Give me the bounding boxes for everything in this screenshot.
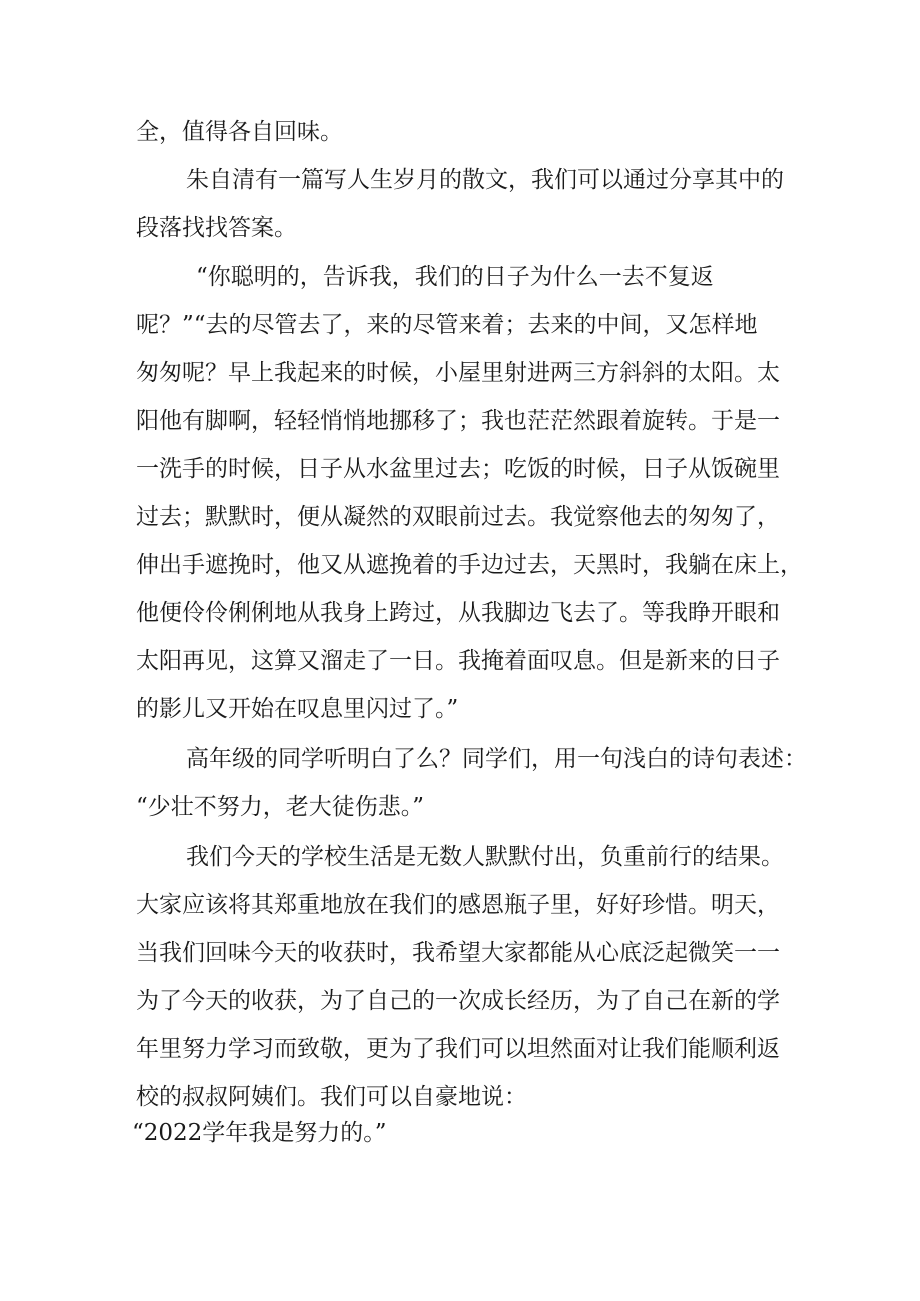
text-line: 当我们回味今天的收获时，我希望大家都能从心底泛起微笑一一 (136, 940, 780, 966)
text-line: “你聪明的，告诉我，我们的日子为什么一去不复返 (196, 264, 714, 290)
text-line: 呢？”“去的尽管去了，来的尽管来着；去来的中间，又怎样地 (136, 312, 758, 338)
text-line: 大家应该将其郑重地放在我们的感恩瓶子里，好好珍惜。明天， (136, 892, 780, 918)
text-line: 一洗手的时候，日子从水盆里过去；吃饭的时候，日子从饭碗里 (136, 456, 780, 482)
text-line: 匆匆呢？早上我起来的时候，小屋里射进两三方斜斜的太阳。太 (136, 360, 780, 386)
text-line: 朱自清有一篇写人生岁月的散文，我们可以通过分享其中的 (186, 167, 784, 193)
text-line: 伸出手遮挽时，他又从遮挽着的手边过去，天黑时，我躺在床上， (136, 552, 803, 578)
text-line: 为了今天的收获，为了自己的一次成长经历，为了自己在新的学 (136, 988, 780, 1014)
text-line: 过去；默默时，便从凝然的双眼前过去。我觉察他去的匆匆了， (136, 504, 780, 530)
text-line: 太阳再见，这算又溜走了一日。我掩着面叹息。但是新来的日子 (136, 648, 780, 674)
text-line: “少壮不努力，老大徒伤悲。” (136, 794, 425, 820)
text-line: 的影儿又开始在叹息里闪过了。” (136, 696, 459, 722)
text-line: 高年级的同学听明白了么？同学们，用一句浅白的诗句表述： (186, 746, 807, 772)
text-line: 校的叔叔阿姨们。我们可以自豪地说： (136, 1084, 527, 1110)
text-line: “2022学年我是努力的。” (132, 1120, 387, 1146)
text-line: 我们今天的学校生活是无数人默默付出，负重前行的结果。 (186, 844, 784, 870)
text-line: 他便伶伶俐俐地从我身上跨过，从我脚边飞去了。等我睁开眼和 (136, 600, 780, 626)
text-line: 阳他有脚啊，轻轻悄悄地挪移了；我也茫茫然跟着旋转。于是一 (136, 408, 780, 434)
text-line: 段落找找答案。 (136, 215, 297, 241)
text-line: 全，值得各自回味。 (136, 119, 343, 145)
text-line: 年里努力学习而致敬，更为了我们可以坦然面对让我们能顺利返 (136, 1036, 780, 1062)
